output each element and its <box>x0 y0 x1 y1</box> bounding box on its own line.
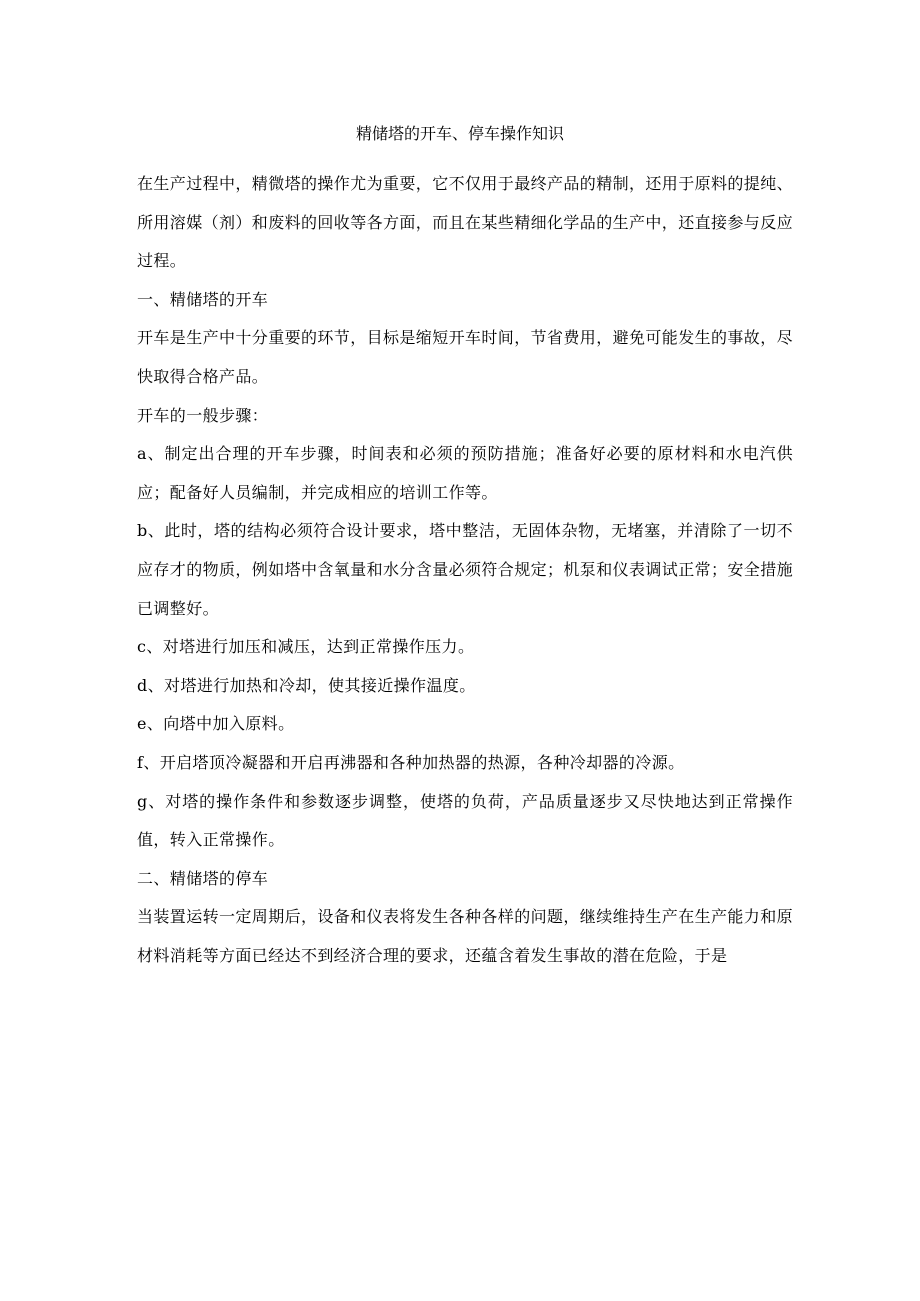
list-item-step-e: e、向塔中加入原料。 <box>137 714 295 734</box>
section-heading-shutdown: 二、精储塔的停车 <box>137 868 269 888</box>
list-item-step-b: b、此时，塔的结构必须符合设计要求，塔中整洁，无固体杂物，无堵塞，并清除了一切不应存才的物质，例如塔中含氧量和水分含量必须符合规定；机泵和仪表调试正常；安全措施已调整好。 <box>137 521 794 618</box>
list-item-step-g: g、对塔的操作条件和参数逐步调整，使塔的负荷，产品质量逐步又尽快地达到正常操作值，转入正常操作。 <box>137 791 793 850</box>
list-item-step-f: f、开启塔顶冷凝器和开启再沸器和各种加热器的热源，各种冷却器的冷源。 <box>137 752 685 772</box>
paragraph-intro: 在生产过程中，精微塔的操作尤为重要，它不仅用于最终产品的精制，还用于原料的提纯、所用溶媒（剂）和废料的回收等各方面，而且在某些精细化学品的生产中，还直接参与反应过程。 <box>137 174 794 271</box>
document-body <box>137 165 793 975</box>
section-heading-startup: 一、精储塔的开车 <box>137 289 269 309</box>
list-item-step-c: c、对塔进行加压和减压，达到正常操作压力。 <box>137 637 475 657</box>
paragraph-startup-steps-heading: 开车的一般步骤： <box>137 405 269 425</box>
paragraph-startup-goal: 开车是生产中十分重要的环节，目标是缩短开车时间，节省费用，避免可能发生的事故，尽快取得合格产品。 <box>137 328 794 386</box>
list-item-step-d: d、对塔进行加热和冷却，使其接近操作温度。 <box>137 675 476 695</box>
document-title: 精储塔的开车、停车操作知识 <box>355 124 564 143</box>
list-item-step-a: a、制定出合理的开车步骤，时间表和必须的预防措施；准备好必要的原材料和水电汽供应；配备好人员编制，并完成相应的培训工作等。 <box>137 444 793 502</box>
paragraph-shutdown-intro: 当装置运转一定周期后，设备和仪表将发生各种各样的问题，继续维持生产在生产能力和原材料消耗等方面已经达不到经济合理的要求，还蕴含着发生事故的潜在危险，于是 <box>137 907 794 965</box>
